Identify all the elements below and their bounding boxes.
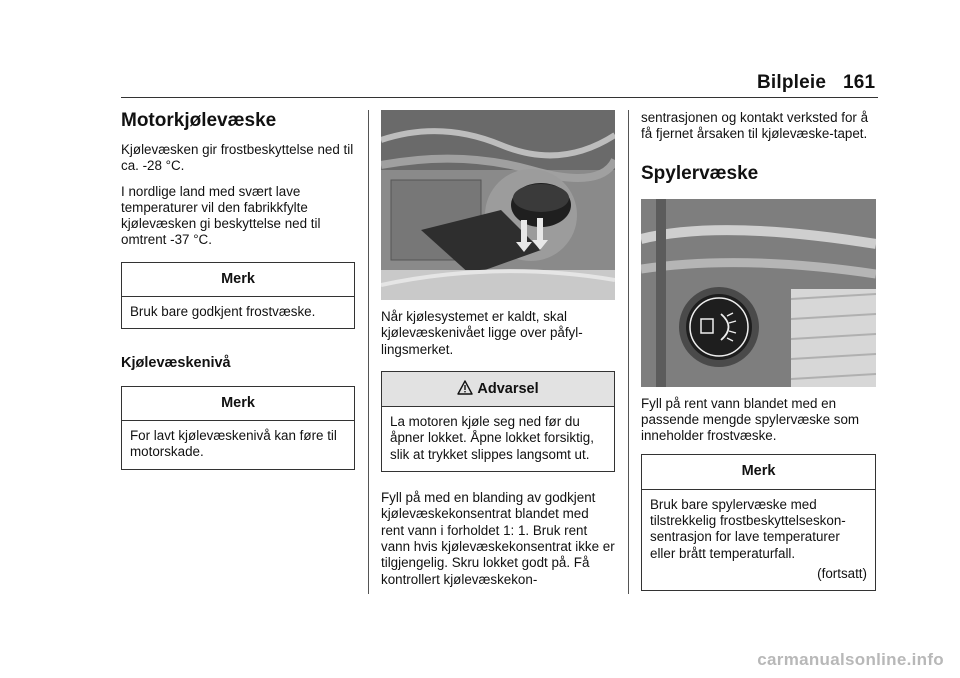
washer-fluid-heading: Spylervæske — [641, 162, 759, 184]
column-2 — [381, 110, 615, 597]
header-rule — [121, 97, 878, 98]
page-number: 161 — [843, 72, 876, 93]
section-title: Bilpleie — [757, 72, 827, 93]
note-box-2-body: For lavt kjølevæskenivå kan føre til motorskade. — [130, 427, 337, 460]
column-1 — [121, 110, 355, 470]
note-box-2-title: Merk — [122, 387, 354, 421]
warning-box — [381, 371, 615, 472]
coolant-level-text: Når kjølesystemet er kaldt, skal kjølevæskenivået ligge over påfyl-lingsmerket. — [381, 309, 583, 357]
washer-fill-text: Fyll på rent vann blandet med en passende mengde spylervæske som inneholder frostvæske. — [641, 395, 860, 444]
note-box-3 — [641, 454, 876, 591]
column-divider-1 — [368, 110, 369, 594]
coolant-para-1: Kjølevæsken gir frostbeskyttelse ned til ca. -28 °C. — [121, 142, 354, 174]
coolant-heading: Motorkjølevæske — [121, 110, 277, 131]
page-header — [757, 72, 876, 94]
coolant-continued-text: sentrasjonen og kontakt verksted for å få fjernet årsaken til kjølevæske-tapet. — [641, 110, 869, 142]
note-box-1-title: Merk — [122, 263, 354, 297]
column-divider-2 — [628, 110, 629, 594]
note-box-3-body — [642, 490, 875, 590]
note-box-2 — [121, 386, 355, 470]
coolant-para-2: I nordlige land med svært lave temperaturer vil den fabrikkfylte kjølevæsken gi beskyttelse ned til omtrent -37 °C. — [121, 183, 321, 248]
warning-triangle-icon — [457, 380, 473, 395]
warning-title-text: Advarsel — [477, 380, 539, 397]
watermark: carmanualsonline.info — [757, 650, 944, 669]
washer-reservoir-image — [641, 199, 876, 387]
coolant-fill-text: Fyll på med en blanding av godkjent kjølevæskekonsentrat blandet med rent vann i forholdet 1: 1. Bruk rent vann hvis kjølevæskekonsentrat ikke er tilgjengelig. Skru lokket godt på. Få kontrollert kjølevæskekon- — [381, 490, 615, 587]
note-box-3-text: Bruk bare spylervæske med tilstrekkelig frostbeskyttelseskon-sentrasjon for lave temperaturer eller brått temperaturfall. — [650, 496, 846, 561]
continued-label: (fortsatt) — [817, 565, 867, 581]
note-box-1-body: Bruk bare godkjent frostvæske. — [130, 304, 316, 320]
coolant-level-heading: Kjølevæskenivå — [121, 355, 231, 372]
warning-box-body: La motoren kjøle seg ned før du åpner lokket. Åpne lokket forsiktig, slik at trykket slippes langsomt ut. — [390, 414, 594, 462]
note-box-3-title: Merk — [642, 455, 875, 489]
column-3 — [641, 110, 876, 591]
note-box-1 — [121, 262, 355, 330]
coolant-reservoir-image — [381, 110, 615, 300]
warning-box-title — [382, 372, 614, 407]
